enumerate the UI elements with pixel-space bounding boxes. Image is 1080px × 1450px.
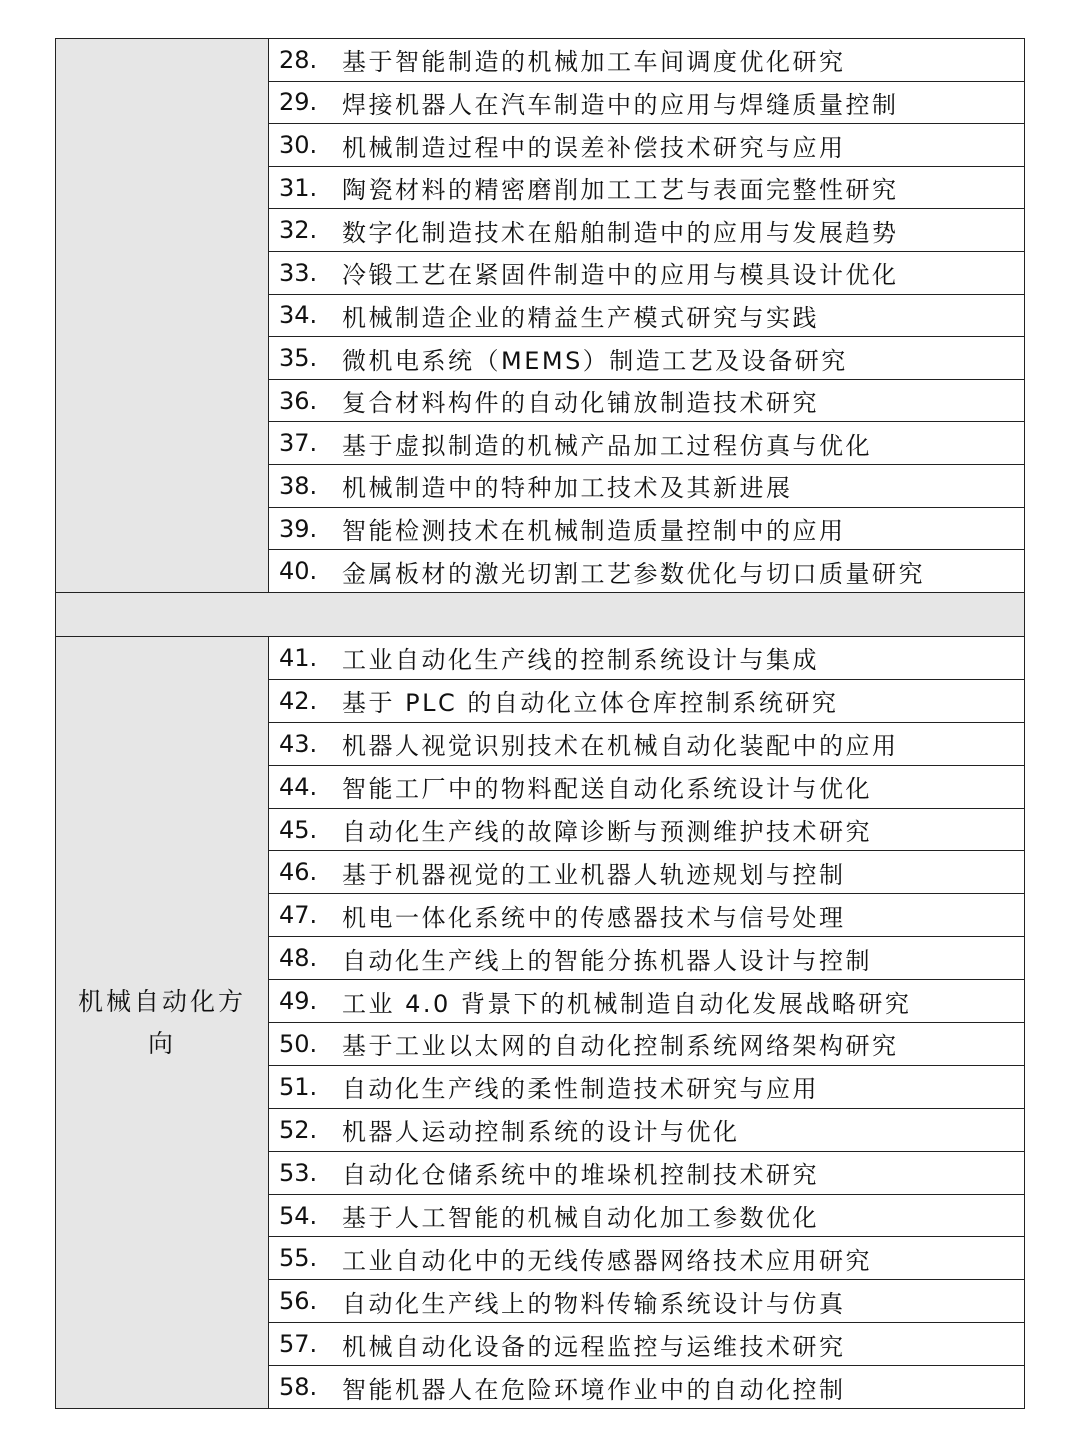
topic-table-section-manufacturing <box>55 38 1025 593</box>
topic-number: 31. <box>279 173 318 202</box>
topic-title: 机器人视觉识别技术在机械自动化装配中的应用 <box>342 732 899 761</box>
topic-row <box>269 1065 1024 1108</box>
topic-row <box>269 464 1024 507</box>
topic-row <box>269 549 1024 592</box>
topic-number: 35. <box>279 344 318 373</box>
topic-title: 基于工业以太网的自动化控制系统网络架构研究 <box>342 1032 899 1061</box>
topic-number: 50. <box>279 1029 318 1058</box>
topic-row <box>269 166 1024 209</box>
topic-row <box>269 81 1024 124</box>
topic-row <box>269 251 1024 294</box>
topic-title: 机电一体化系统中的传感器技术与信号处理 <box>342 903 846 932</box>
topic-row <box>269 421 1024 464</box>
topic-number: 28. <box>279 45 318 74</box>
topic-title: 机械制造中的特种加工技术及其新进展 <box>342 474 793 503</box>
topic-row <box>269 1236 1024 1279</box>
topic-title: 基于机器视觉的工业机器人轨迹规划与控制 <box>342 860 846 889</box>
topic-row <box>269 1279 1024 1322</box>
topic-row <box>269 637 1024 679</box>
topic-title: 冷锻工艺在紧固件制造中的应用与模具设计优化 <box>342 261 899 290</box>
topic-row <box>269 39 1024 81</box>
topic-number: 51. <box>279 1072 318 1101</box>
topic-row <box>269 379 1024 422</box>
topic-number: 44. <box>279 772 318 801</box>
topic-title: 智能检测技术在机械制造质量控制中的应用 <box>342 517 846 545</box>
topic-row <box>269 294 1024 337</box>
topic-title: 基于人工智能的机械自动化加工参数优化 <box>342 1204 819 1233</box>
topic-title: 智能工厂中的物料配送自动化系统设计与优化 <box>342 775 872 804</box>
topic-row <box>269 336 1024 379</box>
topic-title: 机械制造过程中的误差补偿技术研究与应用 <box>342 133 846 162</box>
topic-number: 43. <box>279 729 318 758</box>
topic-row <box>269 1022 1024 1065</box>
topic-row <box>269 850 1024 893</box>
topic-number: 37. <box>279 429 318 458</box>
topic-row <box>269 936 1024 979</box>
topic-title: 陶瓷材料的精密磨削加工工艺与表面完整性研究 <box>342 176 899 205</box>
topic-title: 机器人运动控制系统的设计与优化 <box>342 1118 740 1147</box>
topic-title: 自动化仓储系统中的堆垛机控制技术研究 <box>342 1161 819 1190</box>
topic-number: 52. <box>279 1115 318 1144</box>
topic-rows <box>269 39 1024 592</box>
topic-number: 56. <box>279 1287 318 1316</box>
topic-row <box>269 208 1024 251</box>
topic-title: 基于虚拟制造的机械产品加工过程仿真与优化 <box>342 431 872 460</box>
topic-title: 工业 4.0 背景下的机械制造自动化发展战略研究 <box>342 989 912 1018</box>
topic-number: 38. <box>279 471 318 500</box>
topic-number: 46. <box>279 858 318 887</box>
topic-number: 33. <box>279 258 318 287</box>
topic-row <box>269 808 1024 851</box>
topic-title: 工业自动化中的无线传感器网络技术应用研究 <box>342 1246 872 1275</box>
topic-title: 基于智能制造的机械加工车间调度优化研究 <box>342 48 846 77</box>
topic-number: 45. <box>279 815 318 844</box>
topic-title: 微机电系统（MEMS）制造工艺及设备研究 <box>342 346 848 375</box>
topic-row <box>269 123 1024 166</box>
topic-title: 金属板材的激光切割工艺参数优化与切口质量研究 <box>342 559 925 588</box>
topic-number: 57. <box>279 1330 318 1359</box>
section-separator-row <box>55 593 1025 636</box>
topic-number: 40. <box>279 557 318 586</box>
topic-number: 47. <box>279 901 318 930</box>
topic-title: 焊接机器人在汽车制造中的应用与焊缝质量控制 <box>342 90 899 119</box>
topic-number: 36. <box>279 386 318 415</box>
topic-rows <box>269 637 1024 1408</box>
topic-number: 55. <box>279 1244 318 1273</box>
topic-row <box>269 1194 1024 1237</box>
topic-number: 58. <box>279 1373 318 1402</box>
topic-title: 自动化生产线上的物料传输系统设计与仿真 <box>342 1289 846 1318</box>
topic-table-section-automation <box>55 636 1025 1409</box>
category-label: 机械自动化方向 <box>77 986 246 1058</box>
topic-title: 机械自动化设备的远程监控与运维技术研究 <box>342 1332 846 1361</box>
category-cell <box>56 637 269 1408</box>
topic-row <box>269 1151 1024 1194</box>
topic-number: 32. <box>279 216 318 245</box>
topic-title: 复合材料构件的自动化铺放制造技术研究 <box>342 389 819 418</box>
topic-title: 基于 PLC 的自动化立体仓库控制系统研究 <box>342 689 839 718</box>
topic-title: 自动化生产线上的智能分拣机器人设计与控制 <box>342 946 872 975</box>
topic-row <box>269 507 1024 550</box>
topic-title: 智能机器人在危险环境作业中的自动化控制 <box>342 1375 846 1404</box>
topic-number: 39. <box>279 514 318 543</box>
topic-number: 53. <box>279 1158 318 1187</box>
topic-row <box>269 722 1024 765</box>
topic-row <box>269 765 1024 808</box>
topic-row <box>269 1365 1024 1408</box>
topic-number: 29. <box>279 88 318 117</box>
topic-number: 49. <box>279 987 318 1016</box>
topic-title: 机械制造企业的精益生产模式研究与实践 <box>342 303 819 332</box>
topic-number: 48. <box>279 944 318 973</box>
topic-title: 自动化生产线的故障诊断与预测维护技术研究 <box>342 818 872 846</box>
topic-number: 41. <box>279 643 318 672</box>
topic-number: 54. <box>279 1201 318 1230</box>
topic-title: 数字化制造技术在船舶制造中的应用与发展趋势 <box>342 218 899 247</box>
category-cell <box>56 39 269 592</box>
topic-row <box>269 679 1024 722</box>
topic-row <box>269 1108 1024 1151</box>
topic-title: 自动化生产线的柔性制造技术研究与应用 <box>342 1075 819 1104</box>
topic-title: 工业自动化生产线的控制系统设计与集成 <box>342 646 819 675</box>
topic-row <box>269 893 1024 936</box>
topic-number: 34. <box>279 301 318 330</box>
topic-number: 42. <box>279 686 318 715</box>
topic-row <box>269 979 1024 1022</box>
topic-number: 30. <box>279 131 318 160</box>
topic-row <box>269 1322 1024 1365</box>
